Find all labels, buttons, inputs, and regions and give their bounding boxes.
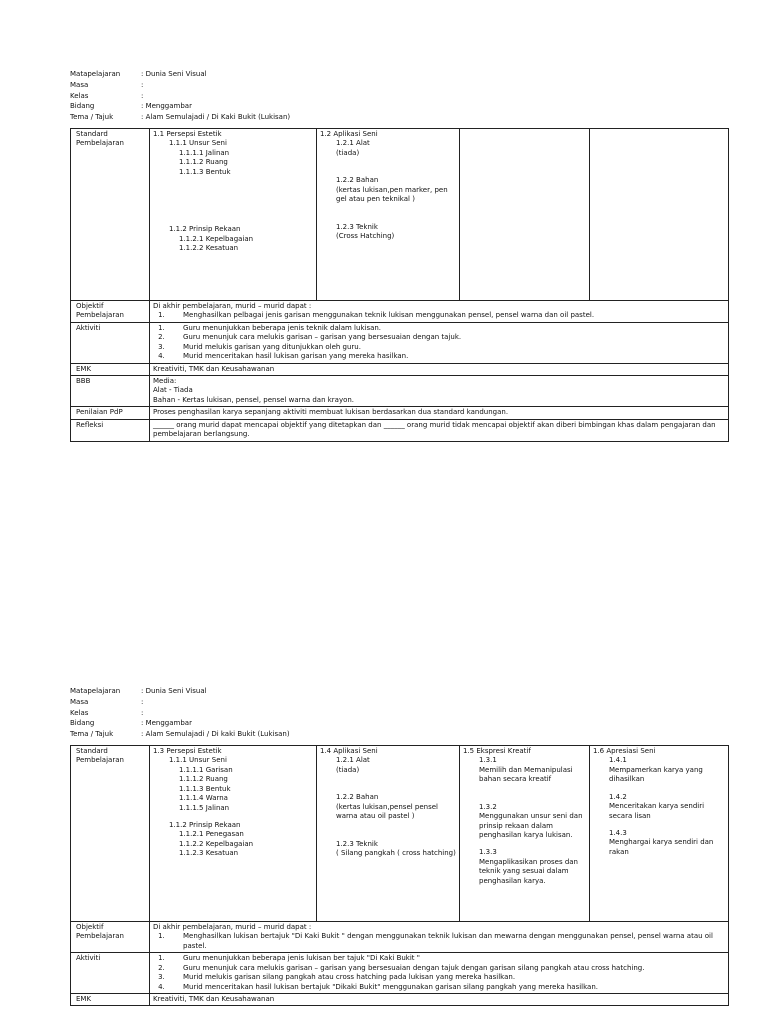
objektif-content bbox=[150, 921, 729, 952]
item-code: 1.4.3 bbox=[609, 829, 627, 838]
refleksi-value: ______ orang murid dapat mencapai objektif yang ditetapkan dan ______ orang murid tidak mencapai objektif akan diberi bimbingan khas dalam pengajaran dan pembelajaran berlangsung. bbox=[150, 419, 729, 441]
list-item: 1.1.1.3 Bentuk bbox=[179, 167, 231, 176]
list-item: 1.1.1.3 Bentuk bbox=[179, 784, 231, 793]
penilaian-row bbox=[71, 407, 729, 419]
list-item: 1.1.1.1 Garisan bbox=[179, 765, 233, 774]
item-text: Menggunakan unsur seni dan prinsip rekaan dalam penghasilan karya lukisan. bbox=[479, 812, 583, 840]
header-key: Masa bbox=[70, 80, 89, 89]
section-title: 1.1 Persepsi Estetik bbox=[153, 129, 222, 138]
objektif-content bbox=[150, 300, 729, 322]
item-code: 1.4.1 bbox=[609, 756, 627, 765]
subsection-title: 1.1.1 Unsur Seni bbox=[169, 756, 227, 765]
list-item: 1.1.2.2 Kepelbagaian bbox=[179, 839, 254, 848]
list-item: 4. Murid menceritakan hasil lukisan bertajuk "Dikaki Bukit" menggunakan garisan silang pangkah yang mereka hasilkan. bbox=[167, 983, 725, 992]
aktiviti-content bbox=[150, 953, 729, 994]
persepsi-estetik-cell bbox=[150, 745, 317, 921]
aktiviti-label: Aktiviti bbox=[71, 322, 150, 363]
header-key: Matapelajaran bbox=[70, 70, 121, 78]
section-title: 1.3 Persepsi Estetik bbox=[153, 746, 222, 755]
lesson-plan-1 bbox=[70, 70, 728, 442]
list-item: 2. Guru menunjuk cara melukis garisan – garisan yang bersesuaian dengan tajuk dengan garisan silang pangkah atau cross hatching. bbox=[167, 964, 725, 973]
apresiasi-seni-cell bbox=[590, 745, 729, 921]
header-value: : bbox=[141, 80, 144, 89]
header-key: Kelas bbox=[70, 708, 89, 717]
bbb-line: Alat - Tiada bbox=[153, 386, 193, 395]
objektif-label: Objektif Pembelajaran bbox=[71, 300, 150, 322]
header-key: Tema / Tajuk bbox=[70, 730, 114, 739]
item-code: 1.4.2 bbox=[609, 792, 627, 801]
subsection-title: 1.2.1 Alat bbox=[336, 139, 370, 148]
list-item: 1.1.1.5 Jalinan bbox=[179, 803, 230, 812]
subsection-title: 1.1.2 Prinsip Rekaan bbox=[169, 821, 241, 830]
subsection-title: 1.1.2 Prinsip Rekaan bbox=[169, 225, 241, 234]
bbb-line: Media: bbox=[153, 377, 177, 386]
list-item: (tiada) bbox=[336, 765, 360, 774]
bbb-row bbox=[71, 376, 729, 407]
subsection-title: 1.1.1 Unsur Seni bbox=[169, 139, 227, 148]
emk-value: Kreativiti, TMK dan Keusahawanan bbox=[150, 994, 729, 1006]
header-key: Kelas bbox=[70, 91, 89, 100]
penilaian-label: Penilaian PdP bbox=[71, 407, 150, 419]
emk-value: Kreativiti, TMK dan Keusahawanan bbox=[150, 363, 729, 375]
list-item: 1.1.1.2 Ruang bbox=[179, 775, 228, 784]
list-item: 4. Murid menceritakan hasil lukisan garisan yang mereka hasilkan. bbox=[167, 352, 725, 361]
subsection-title: 1.2.1 Alat bbox=[336, 756, 370, 765]
list-item: 1.1.2.1 Kepelbagaian bbox=[179, 234, 254, 243]
list-item: 3. Murid melukis garisan yang ditunjukkan oleh guru. bbox=[167, 343, 725, 352]
lesson-plan-2 bbox=[70, 687, 728, 1006]
header-key: Tema / Tajuk bbox=[70, 113, 114, 122]
subsection-title: 1.2.3 Teknik bbox=[336, 222, 378, 231]
objektif-row bbox=[71, 921, 729, 952]
subsection-title: 1.2.2 Bahan bbox=[336, 176, 379, 185]
empty-cell bbox=[590, 128, 729, 300]
item-code: 1.3.1 bbox=[479, 756, 497, 765]
aktiviti-row bbox=[71, 322, 729, 363]
refleksi-label: Refleksi bbox=[71, 419, 150, 441]
list-item: 1. Guru menunjukkan beberapa jenis teknik dalam lukisan. bbox=[167, 324, 725, 333]
aplikasi-seni-cell bbox=[317, 128, 460, 300]
penilaian-value: Proses penghasilan karya sepanjang aktiviti membuat lukisan berdasarkan dua standard kandungan. bbox=[150, 407, 729, 419]
empty-cell bbox=[460, 128, 590, 300]
header-value: : bbox=[141, 91, 144, 100]
header-value: : Dunia Seni Visual bbox=[141, 70, 207, 78]
header-key: Matapelajaran bbox=[70, 687, 121, 695]
item-code: 1.3.3 bbox=[479, 848, 497, 857]
objektif-row bbox=[71, 300, 729, 322]
standard-label: Standard Pembelajaran bbox=[71, 745, 150, 921]
section-title: 1.2 Aplikasi Seni bbox=[320, 129, 378, 138]
section-title: 1.5 Ekspresi Kreatif bbox=[463, 746, 531, 755]
list-item: 1. Menghasilkan pelbagai jenis garisan menggunakan teknik lukisan menggunakan pensel, pensel warna dan oil pastel. bbox=[167, 311, 725, 320]
header-value: : bbox=[141, 708, 144, 717]
plan-header bbox=[70, 70, 728, 124]
subsection-title: 1.2.3 Teknik bbox=[336, 839, 378, 848]
header-value: : bbox=[141, 697, 144, 706]
subsection-title: 1.2.2 Bahan bbox=[336, 793, 379, 802]
aktiviti-label: Aktiviti bbox=[71, 953, 150, 994]
item-text: Mengaplikasikan proses dan teknik yang sesuai dalam penghasilan karya. bbox=[479, 857, 578, 885]
aktiviti-content bbox=[150, 322, 729, 363]
emk-label: EMK bbox=[71, 363, 150, 375]
persepsi-estetik-cell bbox=[150, 128, 317, 300]
bbb-content bbox=[150, 376, 729, 407]
header-value: : Menggambar bbox=[141, 719, 192, 728]
item-text: Memilih dan Memanipulasi bahan secara kreatif bbox=[479, 765, 573, 784]
header-value: : Menggambar bbox=[141, 102, 192, 111]
aplikasi-seni-cell bbox=[317, 745, 460, 921]
list-item: (kertas lukisan,pen marker, pen gel atau pen teknikal ) bbox=[336, 185, 448, 204]
list-item: ( Silang pangkah ( cross hatching) bbox=[336, 849, 456, 858]
list-item: 1. Menghasilkan lukisan bertajuk "Di Kaki Bukit " dengan menggunakan teknik lukisan dan mewarna dengan menggunakan pensel, pensel warna atau oil pastel. bbox=[167, 932, 725, 951]
emk-row bbox=[71, 363, 729, 375]
refleksi-row bbox=[71, 419, 729, 441]
aktiviti-row bbox=[71, 953, 729, 994]
list-item: 1.1.2.2 Kesatuan bbox=[179, 244, 239, 253]
item-text: Menceritakan karya sendiri secara lisan bbox=[609, 802, 705, 820]
item-text: Menghargai karya sendiri dan rakan bbox=[609, 838, 714, 856]
item-text: Mempamerkan karya yang dihasilkan bbox=[609, 765, 703, 784]
list-item: 1.1.2.3 Kesatuan bbox=[179, 849, 239, 858]
header-value: : Alam Semulajadi / Di Kaki Bukit (Lukisan) bbox=[141, 113, 291, 122]
list-item: 2. Guru menunjuk cara melukis garisan – garisan yang bersesuaian dengan tajuk. bbox=[167, 333, 725, 342]
header-key: Masa bbox=[70, 697, 89, 706]
list-item: (Cross Hatching) bbox=[336, 232, 395, 241]
objektif-intro: Di akhir pembelajaran, murid – murid dapat : bbox=[153, 922, 312, 931]
bbb-line: Bahan - Kertas lukisan, pensel, pensel warna dan krayon. bbox=[153, 395, 355, 404]
list-item: 1.1.1.2 Ruang bbox=[179, 158, 228, 167]
bbb-label: BBB bbox=[71, 376, 150, 407]
list-item: 1.1.1.1 Jalinan bbox=[179, 148, 230, 157]
header-value: : Alam Semulajadi / Di kaki Bukit (Lukisan) bbox=[141, 730, 290, 739]
list-item: 1. Guru menunjukkan beberapa jenis lukisan ber tajuk "Di Kaki Bukit " bbox=[167, 954, 725, 963]
list-item: (tiada) bbox=[336, 148, 360, 157]
list-item: 1.1.1.4 Warna bbox=[179, 794, 228, 803]
list-item: (kertas lukisan,pensel pensel warna atau oil pastel ) bbox=[336, 802, 438, 821]
standard-label: Standard Pembelajaran bbox=[71, 128, 150, 300]
list-item: 3. Murid melukis garisan silang pangkah atau cross hatching pada lukisan yang mereka hasilkan. bbox=[167, 973, 725, 982]
header-key: Bidang bbox=[70, 102, 95, 111]
section-title: 1.4 Aplikasi Seni bbox=[320, 746, 378, 755]
section-title: 1.6 Apresiasi Seni bbox=[593, 746, 656, 755]
emk-label: EMK bbox=[71, 994, 150, 1006]
standard-row bbox=[71, 745, 729, 921]
ekspresi-kreatif-cell bbox=[460, 745, 590, 921]
header-value: : Dunia Seni Visual bbox=[141, 687, 207, 695]
plan-header bbox=[70, 687, 728, 741]
lesson-plan-table bbox=[70, 128, 729, 442]
item-code: 1.3.2 bbox=[479, 802, 497, 811]
objektif-intro: Di akhir pembelajaran, murid – murid dapat : bbox=[153, 301, 312, 310]
header-key: Bidang bbox=[70, 719, 95, 728]
list-item: 1.1.2.1 Penegasan bbox=[179, 830, 244, 839]
objektif-label: Objektif Pembelajaran bbox=[71, 921, 150, 952]
lesson-plan-table bbox=[70, 745, 729, 1007]
standard-row bbox=[71, 128, 729, 300]
emk-row bbox=[71, 994, 729, 1006]
